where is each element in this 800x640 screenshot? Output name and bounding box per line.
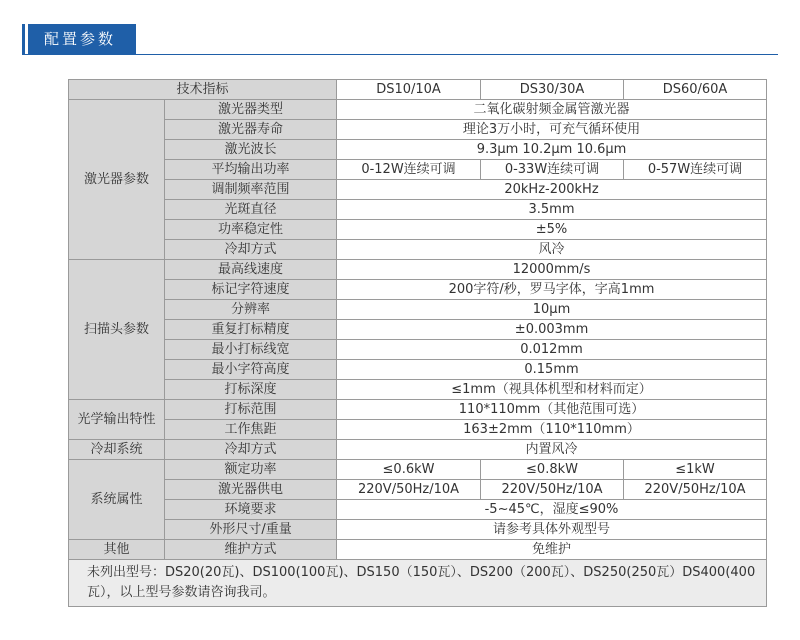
- param-value: 12000mm/s: [337, 260, 767, 280]
- param-value: 免维护: [337, 540, 767, 560]
- param-value: 理论3万小时，可充气循环使用: [337, 120, 767, 140]
- param-name: 环境要求: [165, 500, 337, 520]
- param-name: 额定功率: [165, 460, 337, 480]
- category-cell: 激光器参数: [69, 100, 165, 260]
- param-name: 重复打标精度: [165, 320, 337, 340]
- section-header: [22, 24, 136, 54]
- param-value: 10μm: [337, 300, 767, 320]
- table-row: [69, 140, 767, 160]
- param-name: 光斑直径: [165, 200, 337, 220]
- param-value: 二氧化碳射频金属管激光器: [337, 100, 767, 120]
- table-row: [69, 520, 767, 540]
- param-name: 外形尺寸/重量: [165, 520, 337, 540]
- table-row: [69, 540, 767, 560]
- param-value: 110*110mm（其他范围可选）: [337, 400, 767, 420]
- param-value: 3.5mm: [337, 200, 767, 220]
- header-divider: [22, 54, 778, 55]
- param-value: 9.3μm 10.2μm 10.6μm: [337, 140, 767, 160]
- param-value: 0.012mm: [337, 340, 767, 360]
- param-value: 风冷: [337, 240, 767, 260]
- param-value: 200字符/秒，罗马字体，字高1mm: [337, 280, 767, 300]
- param-name: 打标范围: [165, 400, 337, 420]
- table-row: [69, 220, 767, 240]
- param-value: 0.15mm: [337, 360, 767, 380]
- param-name: 激光器供电: [165, 480, 337, 500]
- param-value: -5~45℃，湿度≤90%: [337, 500, 767, 520]
- param-name: 平均输出功率: [165, 160, 337, 180]
- category-cell: 其他: [69, 540, 165, 560]
- param-value: 220V/50Hz/10A: [624, 480, 767, 500]
- category-cell: 扫描头参数: [69, 260, 165, 400]
- param-value: ≤1kW: [624, 460, 767, 480]
- param-value: ±5%: [337, 220, 767, 240]
- param-name: 冷却方式: [165, 440, 337, 460]
- param-name: 调制频率范围: [165, 180, 337, 200]
- table-row: [69, 320, 767, 340]
- param-name: 最高线速度: [165, 260, 337, 280]
- table-row: [69, 160, 767, 180]
- param-value: 0-57W连续可调: [624, 160, 767, 180]
- table-row: [69, 280, 767, 300]
- param-name: 打标深度: [165, 380, 337, 400]
- spec-table: [68, 79, 767, 607]
- param-value: ≤0.6kW: [337, 460, 481, 480]
- table-row: [69, 100, 767, 120]
- param-name: 标记字符速度: [165, 280, 337, 300]
- param-value: 220V/50Hz/10A: [337, 480, 481, 500]
- param-value: ≤1mm（视具体机型和材料而定）: [337, 380, 767, 400]
- param-value: 请参考具体外观型号: [337, 520, 767, 540]
- table-row: [69, 300, 767, 320]
- param-name: 最小打标线宽: [165, 340, 337, 360]
- table-header-row: [69, 80, 767, 100]
- param-name: 最小字符高度: [165, 360, 337, 380]
- table-row: [69, 420, 767, 440]
- model-header: DS10/10A: [337, 80, 481, 100]
- table-row: [69, 340, 767, 360]
- param-name: 分辨率: [165, 300, 337, 320]
- category-cell: 光学输出特性: [69, 400, 165, 440]
- param-value: 20kHz-200kHz: [337, 180, 767, 200]
- param-value: ≤0.8kW: [481, 460, 624, 480]
- param-name: 冷却方式: [165, 240, 337, 260]
- table-row: [69, 440, 767, 460]
- category-cell: 冷却系统: [69, 440, 165, 460]
- param-name: 激光器类型: [165, 100, 337, 120]
- table-row: [69, 360, 767, 380]
- model-header: DS60/60A: [624, 80, 767, 100]
- table-row: [69, 120, 767, 140]
- param-name: 激光波长: [165, 140, 337, 160]
- header-accent-bar: [22, 24, 25, 54]
- param-name: 维护方式: [165, 540, 337, 560]
- param-name: 激光器寿命: [165, 120, 337, 140]
- table-row: [69, 400, 767, 420]
- table-row: [69, 240, 767, 260]
- param-name: 功率稳定性: [165, 220, 337, 240]
- table-row: [69, 460, 767, 480]
- param-value: 内置风冷: [337, 440, 767, 460]
- table-row: [69, 200, 767, 220]
- param-value: 220V/50Hz/10A: [481, 480, 624, 500]
- param-value: 0-33W连续可调: [481, 160, 624, 180]
- param-value: 163±2mm（110*110mm）: [337, 420, 767, 440]
- table-row: [69, 380, 767, 400]
- note-row: [69, 560, 767, 607]
- model-header: DS30/30A: [481, 80, 624, 100]
- table-row: [69, 180, 767, 200]
- table-row: [69, 480, 767, 500]
- section-title: 配置参数: [28, 24, 136, 54]
- param-name: 工作焦距: [165, 420, 337, 440]
- category-cell: 系统属性: [69, 460, 165, 540]
- header-label: 技术指标: [69, 80, 337, 100]
- table-row: [69, 260, 767, 280]
- param-value: ±0.003mm: [337, 320, 767, 340]
- footnote: 未列出型号：DS20(20瓦)、DS100(100瓦)、DS150（150瓦）、DS200（200瓦）、DS250(250瓦）DS400(400瓦），以上型号参数请咨询我司。: [69, 560, 767, 607]
- param-value: 0-12W连续可调: [337, 160, 481, 180]
- table-row: [69, 500, 767, 520]
